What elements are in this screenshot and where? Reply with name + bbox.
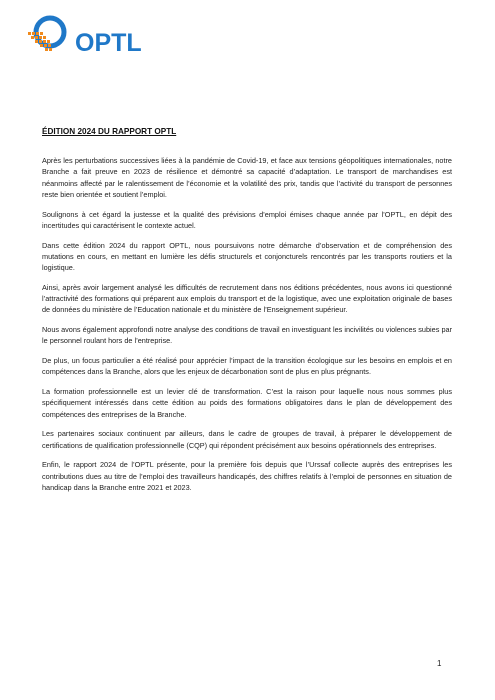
page-title: ÉDITION 2024 DU RAPPORT OPTL xyxy=(42,127,177,136)
logo-wordmark: OPTL xyxy=(75,29,142,57)
paragraph: Après les perturbations successives liées à la pandémie de Covid-19, et face aux tensions géopolitiques internationales, notre Branche a fait preuve en 2023 de résilience et démontré sa capacité d’adaptation. Le transport de marchandises est néanmoins affecté par le ralentissement de l’économie et la volatilité des prix, tandis que l’activité du transport de personnes reste bien orientée et soutient l’emploi. xyxy=(42,156,452,199)
paragraph: Dans cette édition 2024 du rapport OPTL, nous poursuivons notre démarche d’observation et de compréhension des mutations en cours, en mettant en lumière les défis structurels et conjoncturels rencontrés par les transports routiers et la logistique. xyxy=(42,240,452,273)
optl-logo-mark-icon xyxy=(26,14,76,52)
page-number: 1 xyxy=(437,659,442,668)
paragraph: Soulignons à cet égard la justesse et la qualité des prévisions d’emploi émises chaque année par l’OPTL, en dépit des incertitudes qui caractérisent le contexte actuel. xyxy=(42,209,452,230)
optl-logo xyxy=(26,14,142,57)
paragraph: Enfin, le rapport 2024 de l’OPTL présente, pour la première fois depuis que l’Urssaf collecte auprès des entreprises les contributions dues au titre de l’emploi des travailleurs handicapés, des chiffres relatifs à l’emploi de personnes en situation de handicap dans la Branche entre 2021 et 2023. xyxy=(42,460,452,492)
document-body xyxy=(42,155,452,502)
paragraph: Les partenaires sociaux continuent par ailleurs, dans le cadre de groupes de travail, à préparer le développement de certifications de qualification professionnelle (CQP) qui répondent précisément aux besoins opérationnels des entreprises. xyxy=(42,429,452,450)
paragraph: Ainsi, après avoir largement analysé les difficultés de recrutement dans nos éditions précédentes, nous avons ici questionné l’attractivité des formations qui préparent aux emplois du transport et de la logistique, avec une exploitation originale de bases de données du ministère de l’Education nationale et du ministère de l’Enseignement supérieur. xyxy=(42,282,452,315)
paragraph: La formation professionnelle est un levier clé de transformation. C’est la raison pour laquelle nous nous sommes plus spécifiquement intéressés dans cette édition au poids des formations obligatoires dans le plan de développement des compétences des entreprises de la Branche. xyxy=(42,387,452,419)
paragraph: De plus, un focus particulier a été réalisé pour apprécier l’impact de la transition écologique sur les besoins en emplois et en compétences dans la Branche, alors que les enjeux de décarbonation sont de plus en plus prégnants. xyxy=(42,356,452,377)
paragraph: Nous avons également approfondi notre analyse des conditions de travail en investiguant les incivilités ou violences subies par le personnel roulant hors de l’entreprise. xyxy=(42,325,452,346)
